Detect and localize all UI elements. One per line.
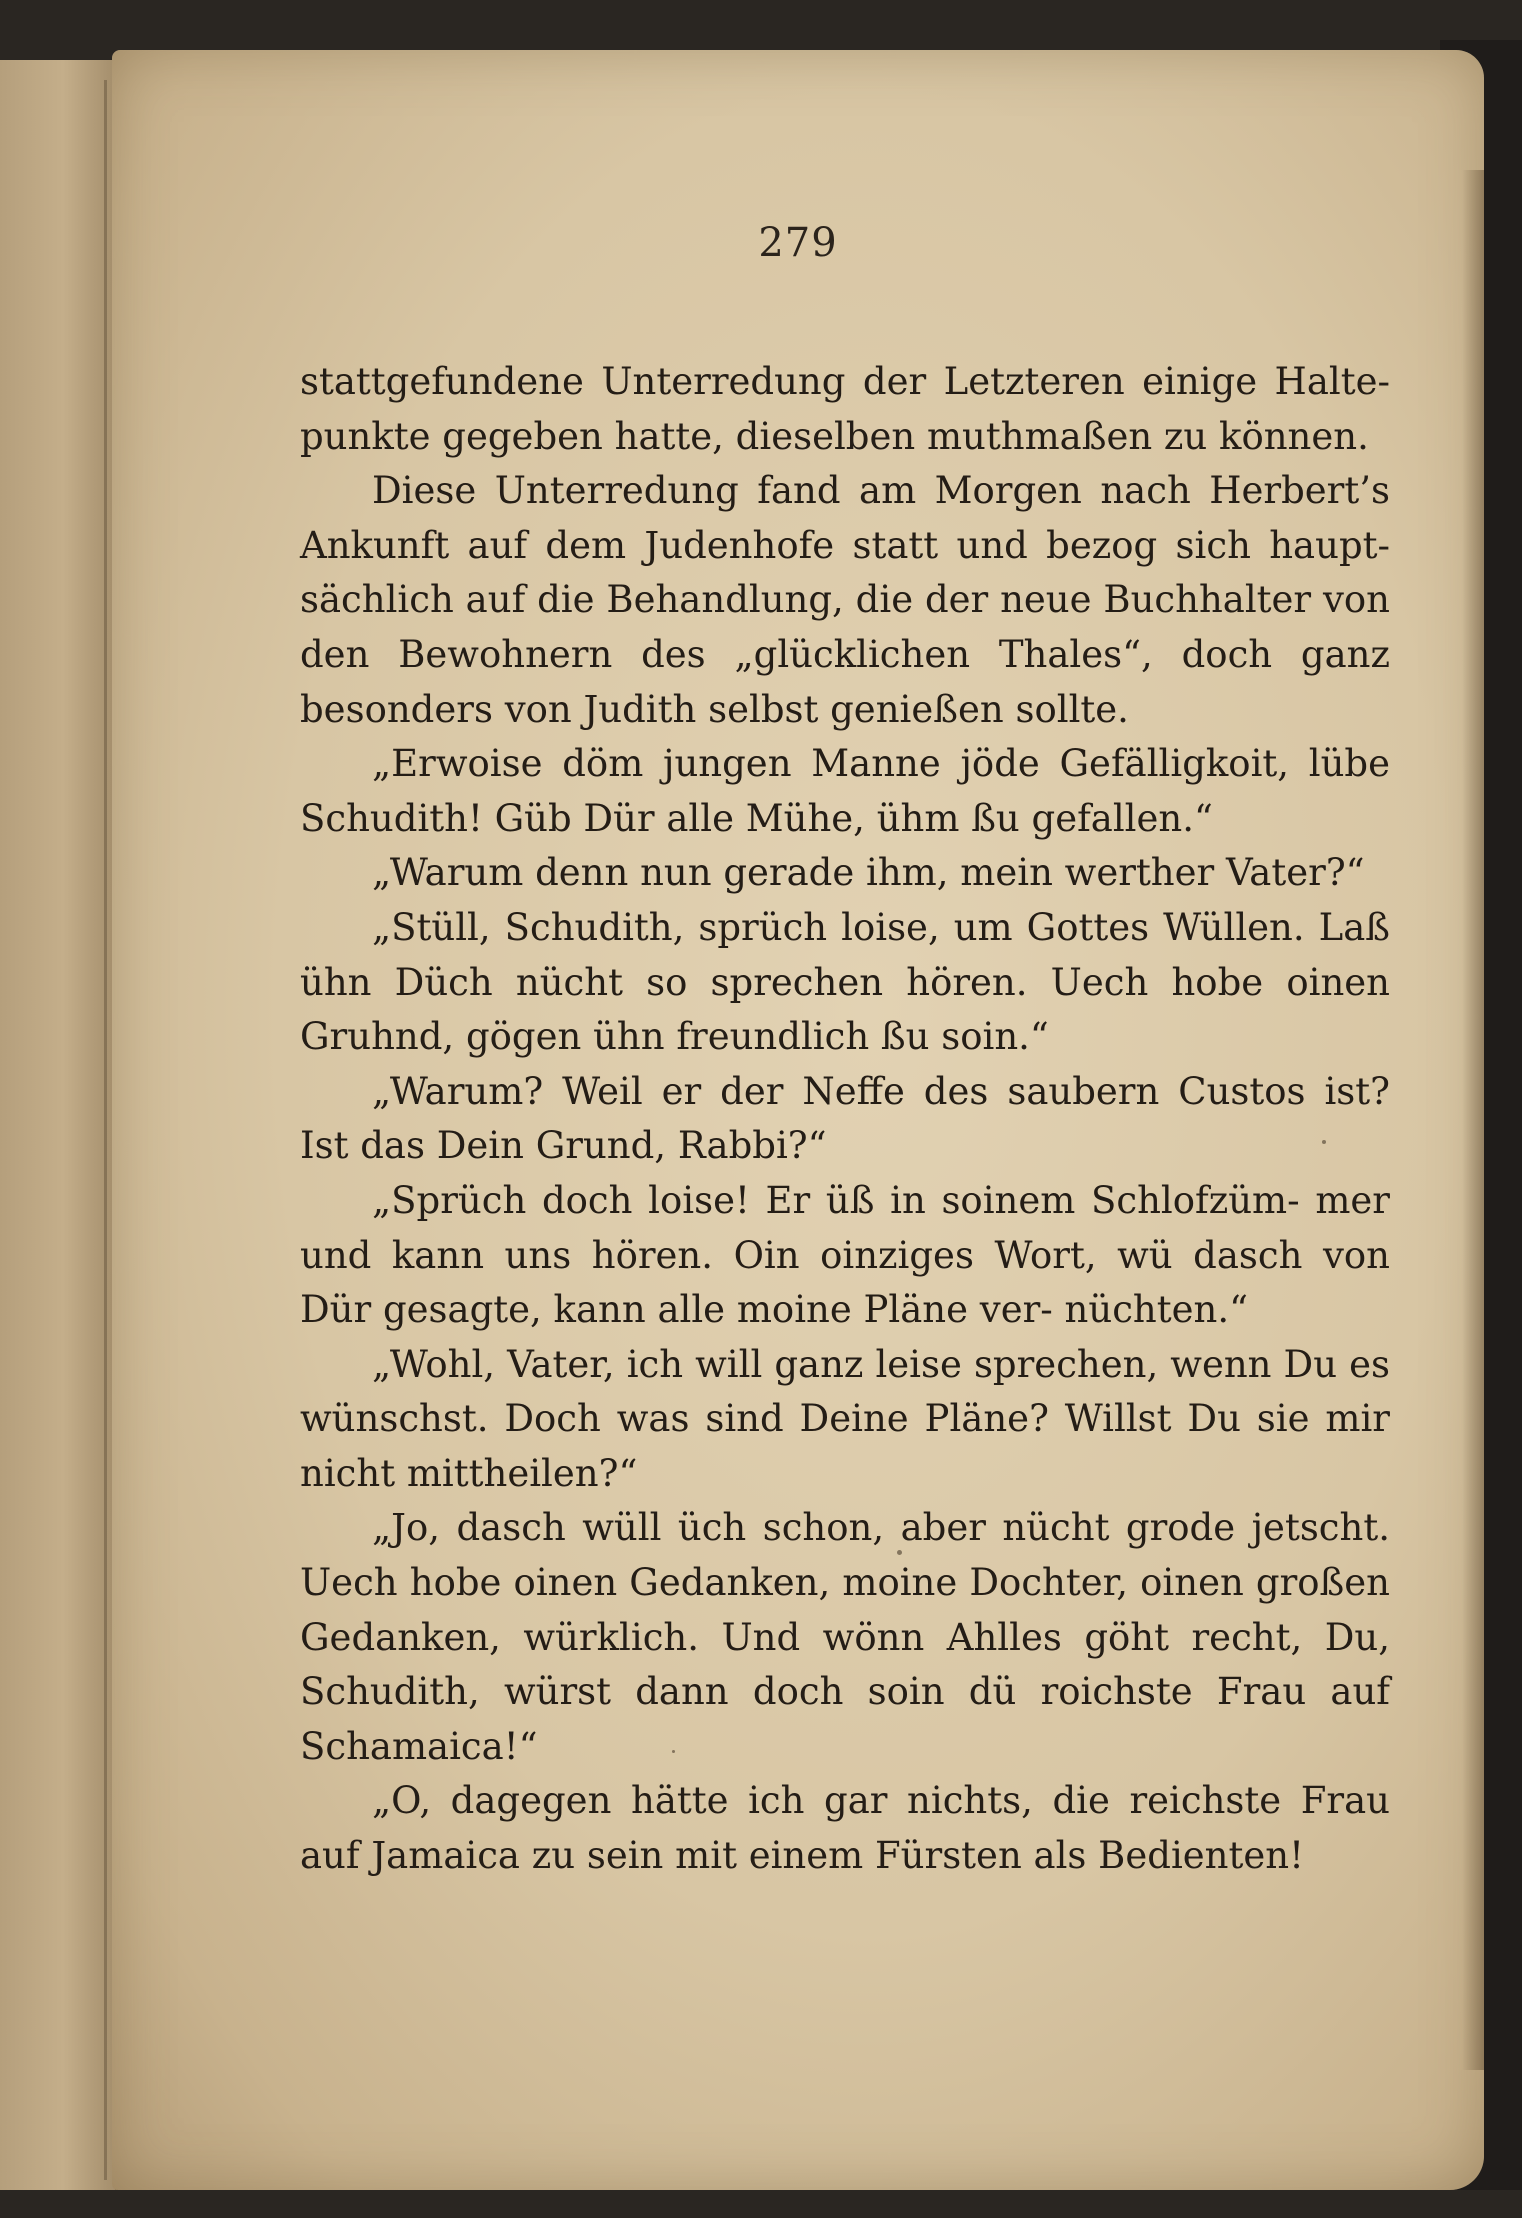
paragraph: „Sprüch doch loise! Er üß in soinem Schlofzüm- mer und kann uns hören. Oin oinziges Wort, wü dasch von Dür gesagte, kann alle moine Pläne ver- nüchten.“	[300, 1178, 1390, 1332]
paper-speck	[672, 1750, 675, 1753]
paragraph: „Warum? Weil er der Neffe des saubern Custos ist? Ist das Dein Grund, Rabbi?“	[300, 1069, 1390, 1168]
paragraph: „O, dagegen hätte ich gar nichts, die reichste Frau auf Jamaica zu sein mit einem Fürsten als Bedienten!	[300, 1779, 1390, 1878]
paper-speck	[1322, 1140, 1326, 1144]
page-edge-shadow	[1462, 170, 1484, 2070]
paper-speck	[897, 1550, 902, 1555]
paragraph: „Warum denn nun gerade ihm, mein werther Vater?“	[372, 851, 1365, 895]
body-text	[300, 355, 1390, 1884]
paragraph: „Wohl, Vater, ich will ganz leise sprechen, wenn Du es wünschst. Doch was sind Deine Pläne? Willst Du sie mir nicht mittheilen?“	[300, 1342, 1390, 1495]
page-number: 279	[758, 220, 838, 266]
previous-page-edge	[0, 60, 117, 2190]
paragraph: „Stüll, Schudith, sprüch loise, um Gottes Wüllen. Laß ühn Düch nücht so sprechen hören. Uech hobe oinen Gruhnd, gögen ühn freundlich ßu soin.“	[300, 905, 1390, 1059]
paragraph: „Jo, dasch wüll üch schon, aber nücht grode jetscht. Uech hobe oinen Gedanken, moine Dochter, oinen großen Gedanken, würklich. Und wönn Ahlles göht recht, Du, Schudith, würst dann doch soin dü roichste Frau auf Schamaica!“	[300, 1506, 1390, 1768]
paragraph: Diese Unterredung fand am Morgen nach Herbert’s Ankunft auf dem Judenhofe statt und bezog sich haupt- sächlich auf die Behandlung, die der neue Buchhalter von den Bewohnern des „glücklichen Thales“, doch ganz besonders von Judith selbst genießen sollte.	[300, 469, 1390, 731]
paragraph: „Erwoise döm jungen Manne jöde Gefälligkoit, lübe Schudith! Güb Dür alle Mühe, ühm ßu gefallen.“	[300, 742, 1390, 840]
binding-shadow	[104, 80, 107, 2180]
book-page	[112, 50, 1484, 2190]
paragraph: stattgefundene Unterredung der Letzteren einige Halte- punkte gegeben hatte, dieselben muthmaßen zu können.	[300, 360, 1390, 458]
